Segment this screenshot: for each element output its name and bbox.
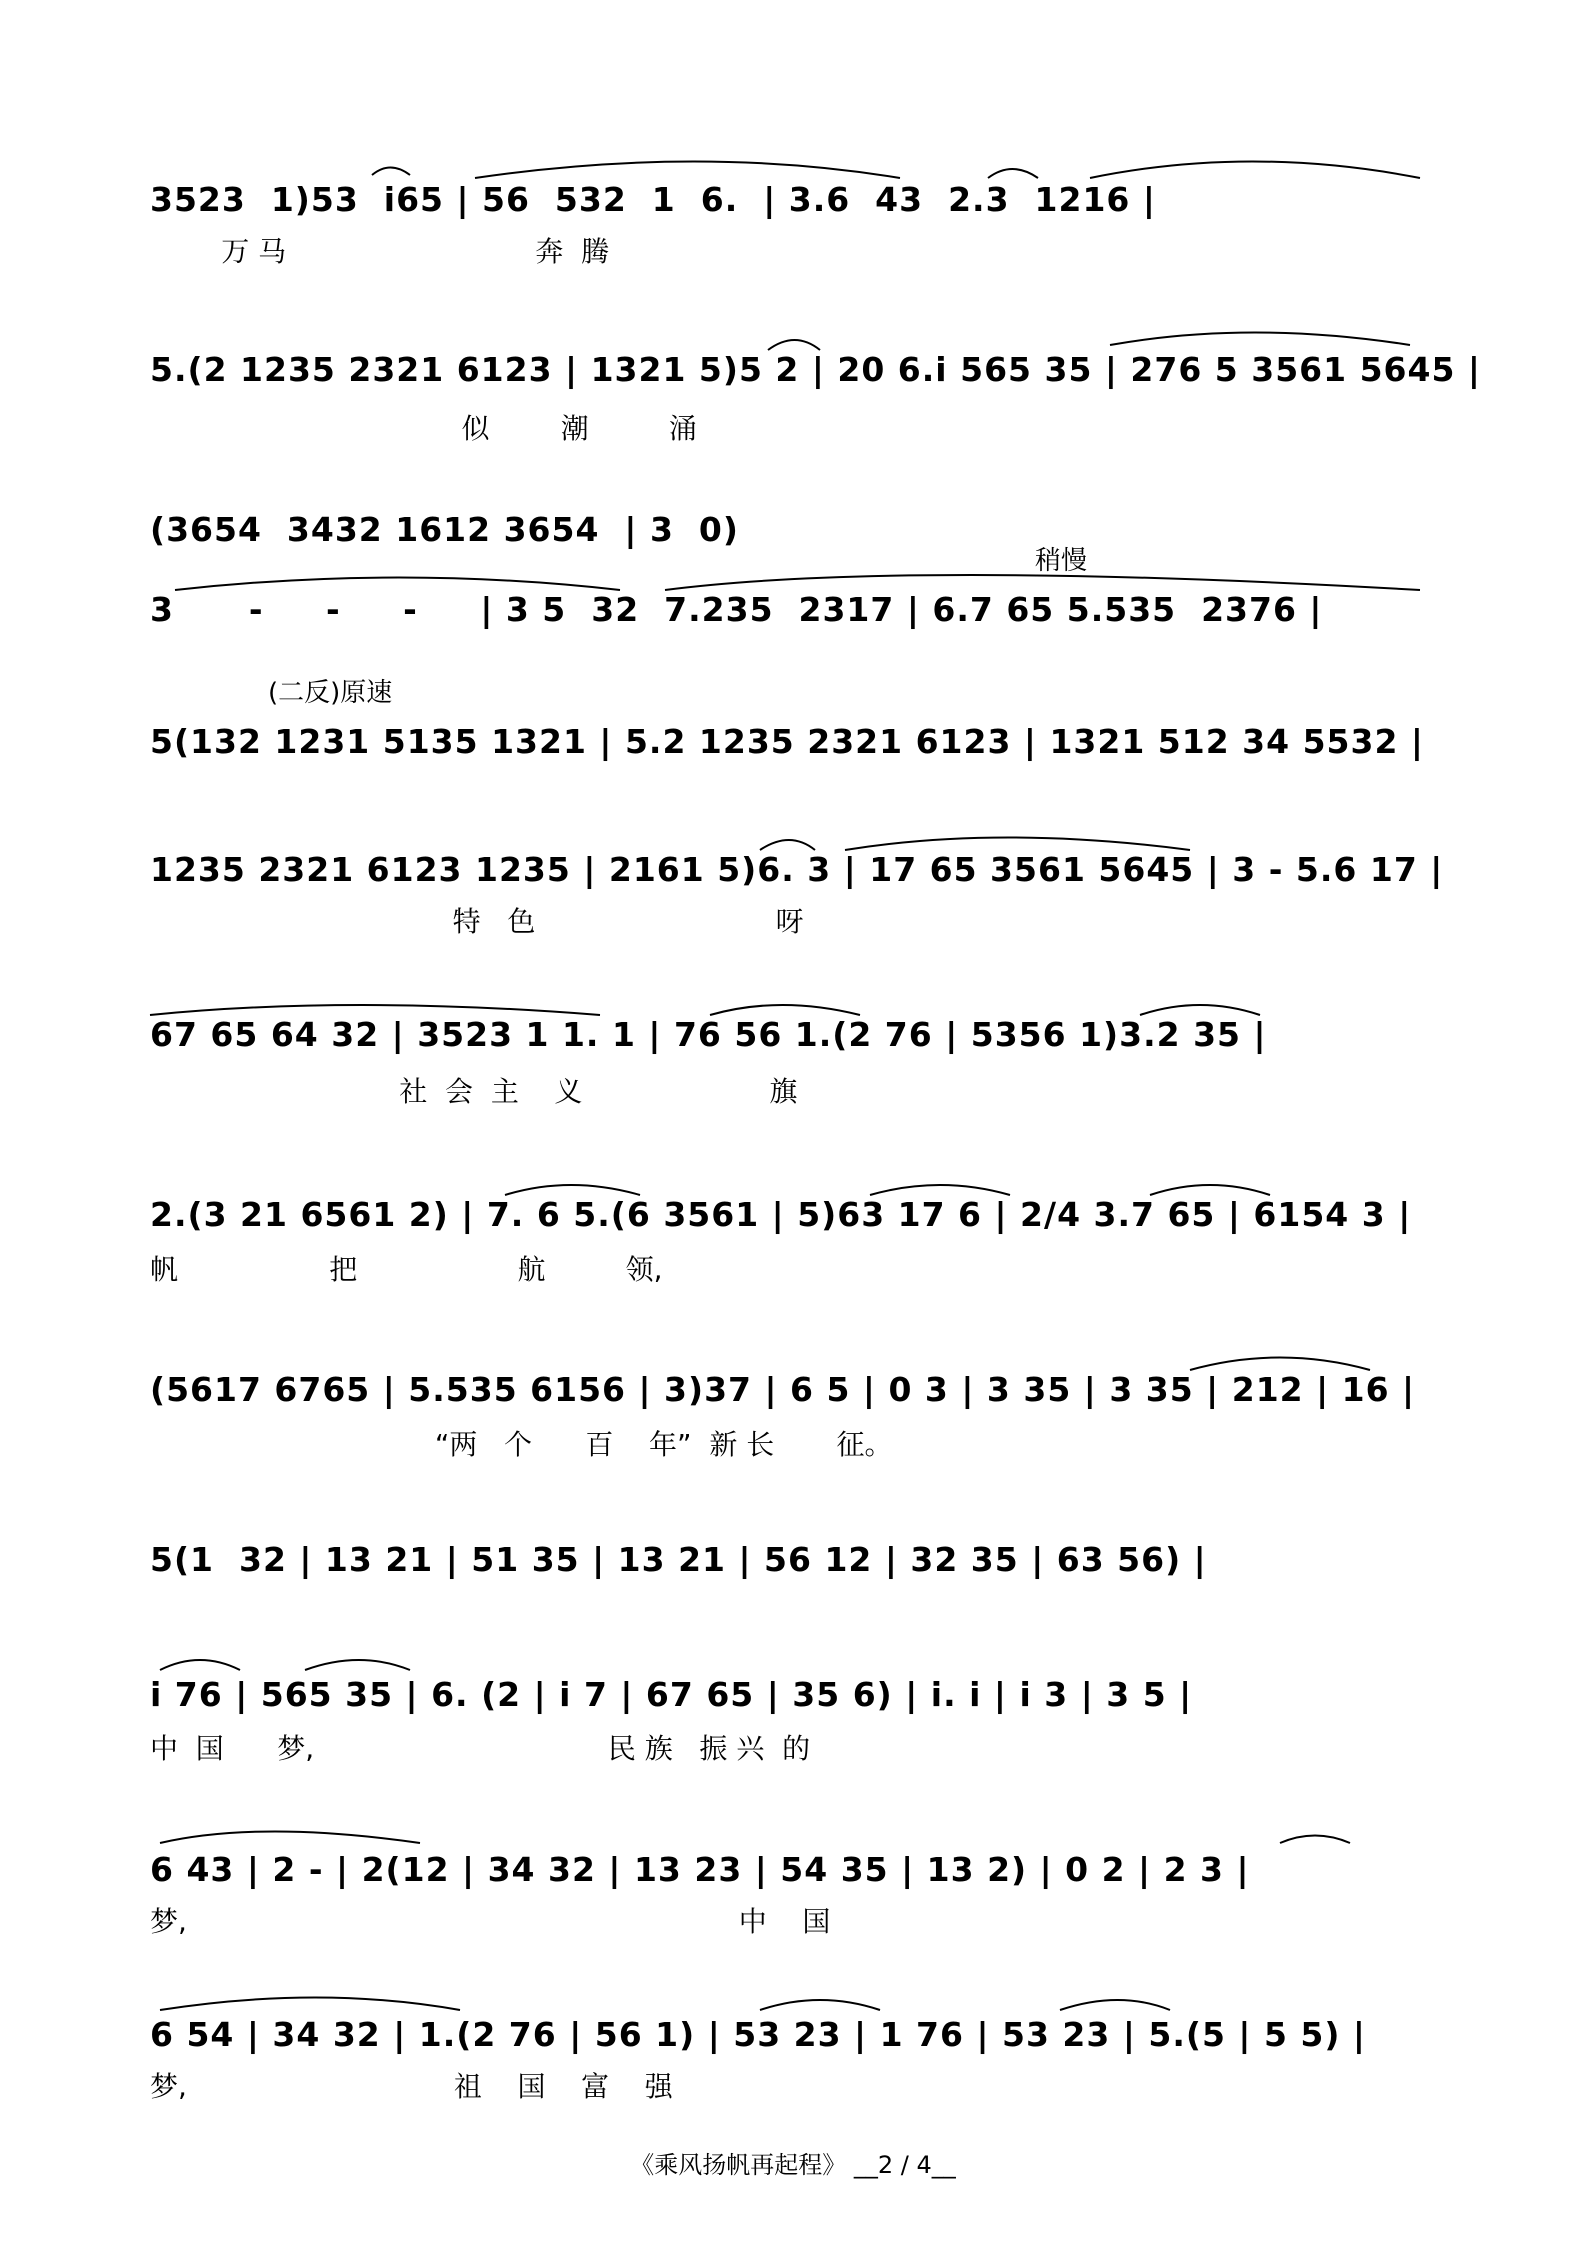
lyrics-line: 梦, 中 国 bbox=[150, 1905, 831, 1938]
phrase-arc bbox=[160, 1998, 460, 2011]
phrase-arc bbox=[150, 1005, 600, 1015]
lyrics-line: 中 国 梦, 民 族 振 兴 的 bbox=[150, 1732, 811, 1765]
notation-line: i 76 | 565 35 | 6. (2 | i 7 | 67 65 | 35 6) | i. i | i 3 | 3 5 | bbox=[150, 1675, 1193, 1714]
lyrics-line: 梦, 祖 国 富 强 bbox=[150, 2070, 673, 2103]
phrase-arc bbox=[160, 1832, 420, 1844]
page-footer: 《乘风扬帆再起程》 __2 / 4__ bbox=[630, 2151, 956, 2179]
slur bbox=[1150, 1185, 1270, 1195]
phrase-arc bbox=[845, 838, 1190, 851]
notation-line: (5617 6765 | 5.535 6156 | 3)37 | 6 5 | 0 3 | 3 35 | 3 35 | 212 | 16 | bbox=[150, 1370, 1416, 1409]
upper-notation-line: (3654 3432 1612 3654 | 3 0) bbox=[150, 510, 739, 549]
phrase-arc bbox=[1190, 1358, 1370, 1371]
notation-line: 1235 2321 6123 1235 | 2161 5)6. 3 | 17 65 3561 5645 | 3 - 5.6 17 | bbox=[150, 850, 1444, 889]
phrase-arc bbox=[665, 575, 1420, 590]
slur bbox=[372, 168, 410, 176]
phrase-arc bbox=[475, 162, 900, 179]
slur bbox=[988, 169, 1038, 178]
slur bbox=[1280, 1836, 1350, 1844]
notation-line: 5.(2 1235 2321 6123 | 1321 5)5 2 | 20 6.i 565 35 | 276 5 3561 5645 | bbox=[150, 350, 1481, 389]
slur bbox=[160, 1660, 240, 1670]
tempo-marking: 稍慢 bbox=[1035, 546, 1088, 576]
phrase-arc bbox=[1090, 162, 1420, 179]
notation-line: 5(1 32 | 13 21 | 51 35 | 13 21 | 56 12 | 32 35 | 63 56) | bbox=[150, 1540, 1207, 1579]
lyrics-line: “两 个 百 年” 新 长 征。 bbox=[150, 1428, 893, 1461]
slur bbox=[760, 2000, 880, 2010]
notation-line: 5(132 1231 5135 1321 | 5.2 1235 2321 6123 | 1321 512 34 5532 | bbox=[150, 722, 1424, 761]
lyrics-line: 万 马 奔 腾 bbox=[150, 235, 610, 268]
notation-line: 3 - - - | 3 5 32 7.235 2317 | 6.7 65 5.535 2376 | bbox=[150, 590, 1323, 629]
notation-line: 3523 1)53 i65 | 56 532 1 6. | 3.6 43 2.3 1216 | bbox=[150, 180, 1156, 219]
slur bbox=[760, 840, 815, 850]
slur bbox=[305, 1660, 410, 1670]
section-marking: (二反)原速 bbox=[268, 678, 393, 708]
slur bbox=[710, 1005, 860, 1015]
phrase-arc bbox=[175, 578, 620, 591]
notation-line: 2.(3 21 6561 2) | 7. 6 5.(6 3561 | 5)63 17 6 | 2/4 3.7 65 | 6154 3 | bbox=[150, 1195, 1412, 1234]
slur bbox=[1060, 2000, 1170, 2010]
notation-line: 6 43 | 2 - | 2(12 | 34 32 | 13 23 | 54 35 | 13 2) | 0 2 | 2 3 | bbox=[150, 1850, 1250, 1889]
phrase-arc bbox=[1110, 333, 1410, 346]
lyrics-line: 社 会 主 义 旗 bbox=[150, 1075, 798, 1108]
slur bbox=[1140, 1005, 1260, 1015]
notation-line: 6 54 | 34 32 | 1.(2 76 | 56 1) | 53 23 | 1 76 | 53 23 | 5.(5 | 5 5) | bbox=[150, 2015, 1366, 2054]
lyrics-line: 特 色 呀 bbox=[150, 905, 804, 938]
slur bbox=[870, 1185, 1010, 1195]
lyrics-line: 帆 把 航 领, bbox=[150, 1253, 663, 1286]
lyrics-line: 似 潮 涌 bbox=[150, 412, 697, 445]
slur bbox=[505, 1185, 640, 1195]
slur bbox=[768, 340, 820, 350]
notation-line: 67 65 64 32 | 3523 1 1. 1 | 76 56 1.(2 76 | 5356 1)3.2 35 | bbox=[150, 1015, 1267, 1054]
